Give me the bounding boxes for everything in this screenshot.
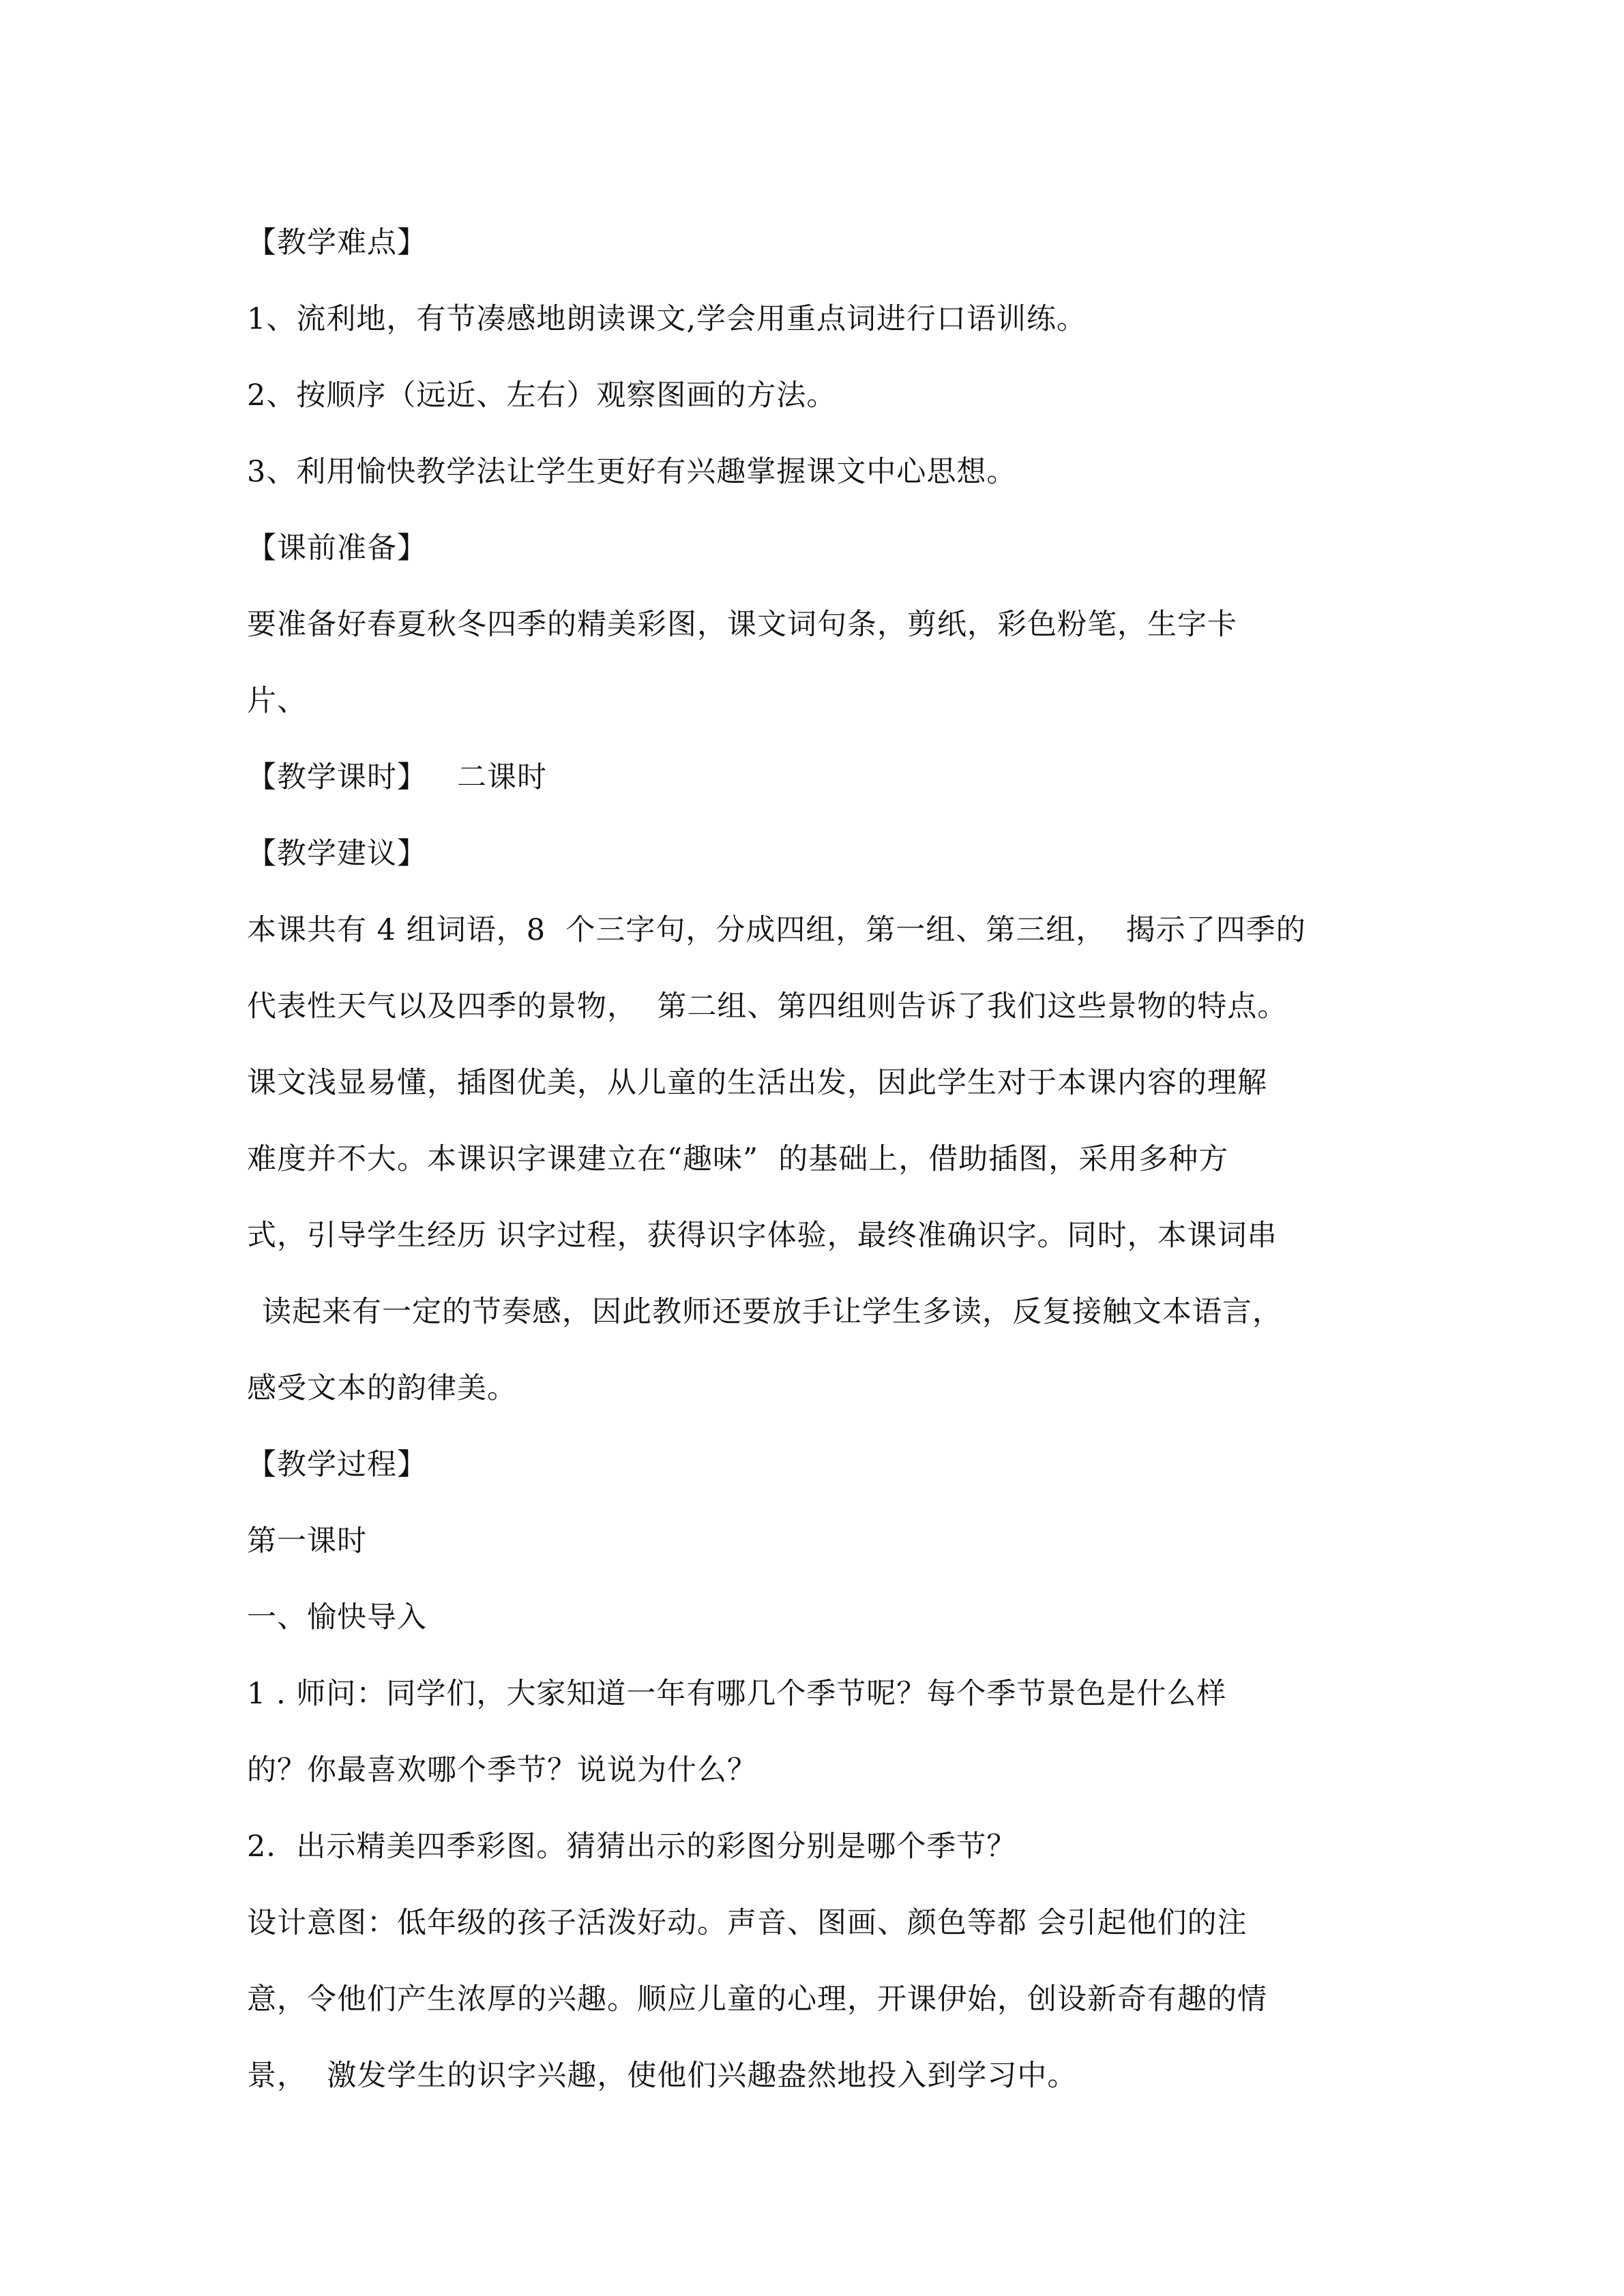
intro-step-1-line-2: 的？你最喜欢哪个季节？说说为什么？ (247, 1753, 757, 1787)
intro-step-1-line-1: 1 . 师问：同学们，大家知道一年有哪几个季节呢？每个季节景色是什么样 (247, 1677, 1227, 1711)
preparation-text-line-2: 片、 (247, 684, 307, 718)
lesson-one-title: 第一课时 (247, 1524, 367, 1558)
suggestion-text-line-2: 代表性天气以及四季的景物， 第二组、第四组则告诉了我们这些景物的特点。 (247, 989, 1288, 1024)
design-intent-line-1: 设计意图：低年级的孩子活泼好动。声音、图画、颜色等都 会引起他们的注 (247, 1906, 1247, 1940)
suggestion-text-line-1: 本课共有 4 组词语，8 个三字句，分成四组，第一组、第三组， 揭示了四季的 (247, 913, 1306, 947)
suggestion-text-line-4: 难度并不大。本课识字课建立在“趣味” 的基础上，借助插图，采用多种方 (247, 1142, 1229, 1176)
suggestion-text-line-6: 读起来有一定的节奏感，因此教师还要放手让学生多读，反复接触文本语言， (262, 1295, 1282, 1329)
intro-step-2: 2．出示精美四季彩图。猜猜出示的彩图分别是哪个季节？ (247, 1830, 1017, 1864)
heading-teaching-difficulties: 【教学难点】 (247, 226, 427, 260)
design-intent-line-3: 景， 激发学生的识字兴趣，使他们兴趣盎然地投入到学习中。 (247, 2059, 1078, 2093)
heading-teaching-process: 【教学过程】 (247, 1448, 427, 1482)
section-happy-intro: 一、愉快导入 (247, 1600, 427, 1635)
heading-preparation: 【课前准备】 (247, 531, 427, 565)
difficulty-item-1: 1、流利地，有节凑感地朗读课文,学会用重点词进行口语训练。 (247, 302, 1087, 336)
design-intent-line-2: 意，令他们产生浓厚的兴趣。顺应儿童的心理，开课伊始，创设新奇有趣的情 (247, 1982, 1267, 2016)
document-body (247, 205, 1393, 2114)
difficulty-item-3: 3、利用愉快教学法让学生更好有兴趣掌握课文中心思想。 (247, 455, 1017, 489)
suggestion-text-line-3: 课文浅显易懂，插图优美，从儿童的生活出发，因此学生对于本课内容的理解 (247, 1066, 1267, 1100)
heading-class-hours: 【教学课时】 二课时 (247, 760, 548, 794)
preparation-text-line-1: 要准备好春夏秋冬四季的精美彩图，课文词句条，剪纸，彩色粉笔，生字卡 (247, 608, 1237, 642)
suggestion-text-line-5: 式，引导学生经历 识字过程，获得识字体验，最终准确识字。同时，本课词串 (247, 1219, 1278, 1253)
heading-suggestions: 【教学建议】 (247, 837, 427, 871)
suggestion-text-line-7: 感受文本的韵律美。 (247, 1371, 517, 1405)
difficulty-item-2: 2、按顺序（远近、左右）观察图画的方法。 (247, 378, 837, 413)
